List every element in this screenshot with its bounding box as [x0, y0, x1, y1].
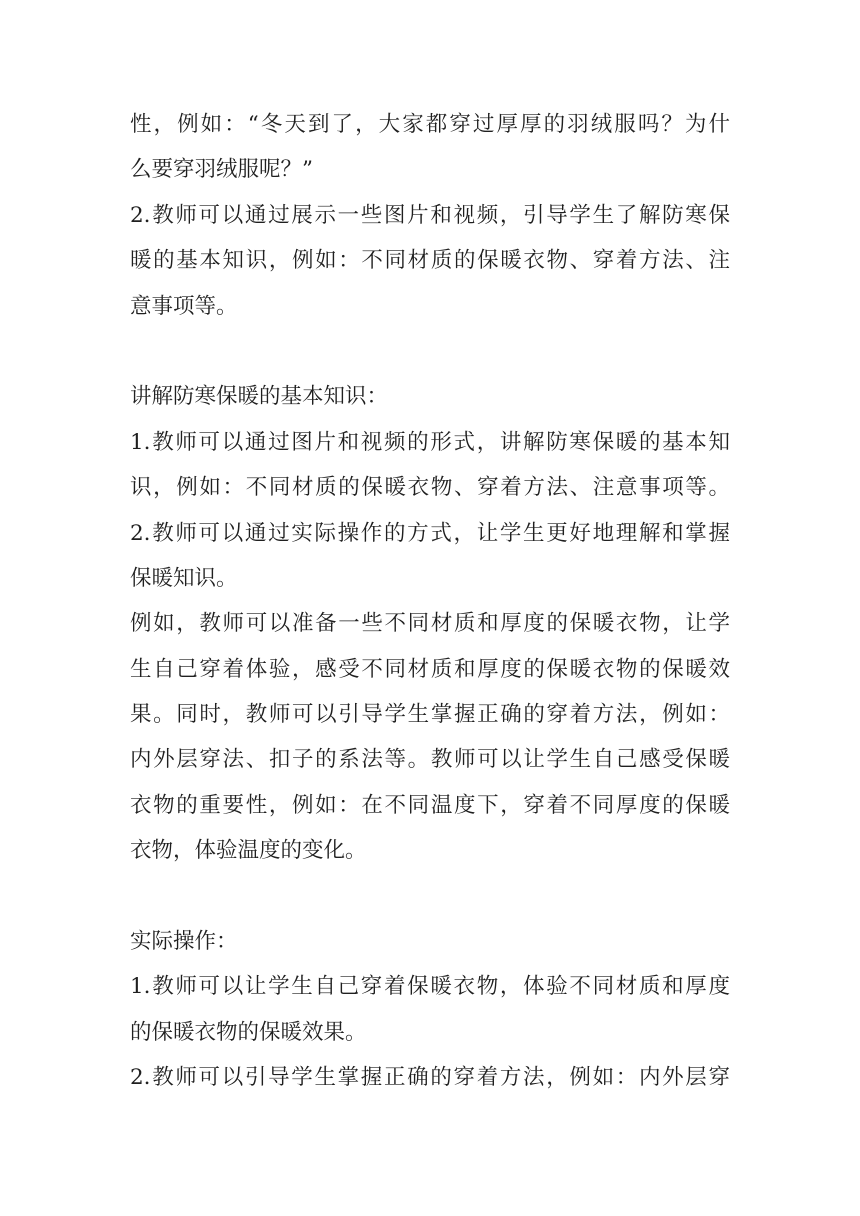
text-line: 2.教师可以通过展示一些图片和视频，引导学生了解防寒保: [130, 202, 730, 228]
text-line: 例如，教师可以准备一些不同材质和厚度的保暖衣物，让学: [130, 611, 730, 637]
text-line: 的保暖衣物的保暖效果。: [130, 1019, 367, 1045]
text-line: 衣物，体验温度的变化。: [130, 838, 367, 864]
blank-line: [130, 329, 730, 374]
text-line: 保暖知识。: [130, 565, 238, 591]
blank-line: [130, 874, 730, 919]
text-line: 内外层穿法、扣子的系法等。教师可以让学生自己感受保暖: [130, 747, 730, 773]
text-line: 果。同时，教师可以引导学生掌握正确的穿着方法，例如：: [130, 702, 730, 728]
text-line: 2.教师可以通过实际操作的方式，让学生更好地理解和掌握: [130, 520, 730, 546]
text-line: 么要穿羽绒服呢？”: [130, 157, 313, 183]
text-line: 识，例如：不同材质的保暖衣物、穿着方法、注意事项等。: [130, 475, 730, 501]
section-heading: 实际操作：: [130, 929, 238, 955]
text-line: 2.教师可以引导学生掌握正确的穿着方法，例如：内外层穿: [130, 1065, 730, 1091]
text-line: 衣物的重要性，例如：在不同温度下，穿着不同厚度的保暖: [130, 792, 730, 818]
text-line: 生自己穿着体验，感受不同材质和厚度的保暖衣物的保暖效: [130, 656, 730, 682]
document-body: [130, 102, 730, 1101]
text-line: 暖的基本知识，例如：不同材质的保暖衣物、穿着方法、注: [130, 248, 730, 274]
text-line: 1.教师可以让学生自己穿着保暖衣物，体验不同材质和厚度: [130, 974, 730, 1000]
text-line: 意事项等。: [130, 293, 238, 319]
text-line: 性，例如：“冬天到了，大家都穿过厚厚的羽绒服吗？为什: [130, 112, 730, 137]
section-heading: 讲解防寒保暖的基本知识：: [130, 384, 389, 410]
text-line: 1.教师可以通过图片和视频的形式，讲解防寒保暖的基本知: [130, 429, 730, 455]
